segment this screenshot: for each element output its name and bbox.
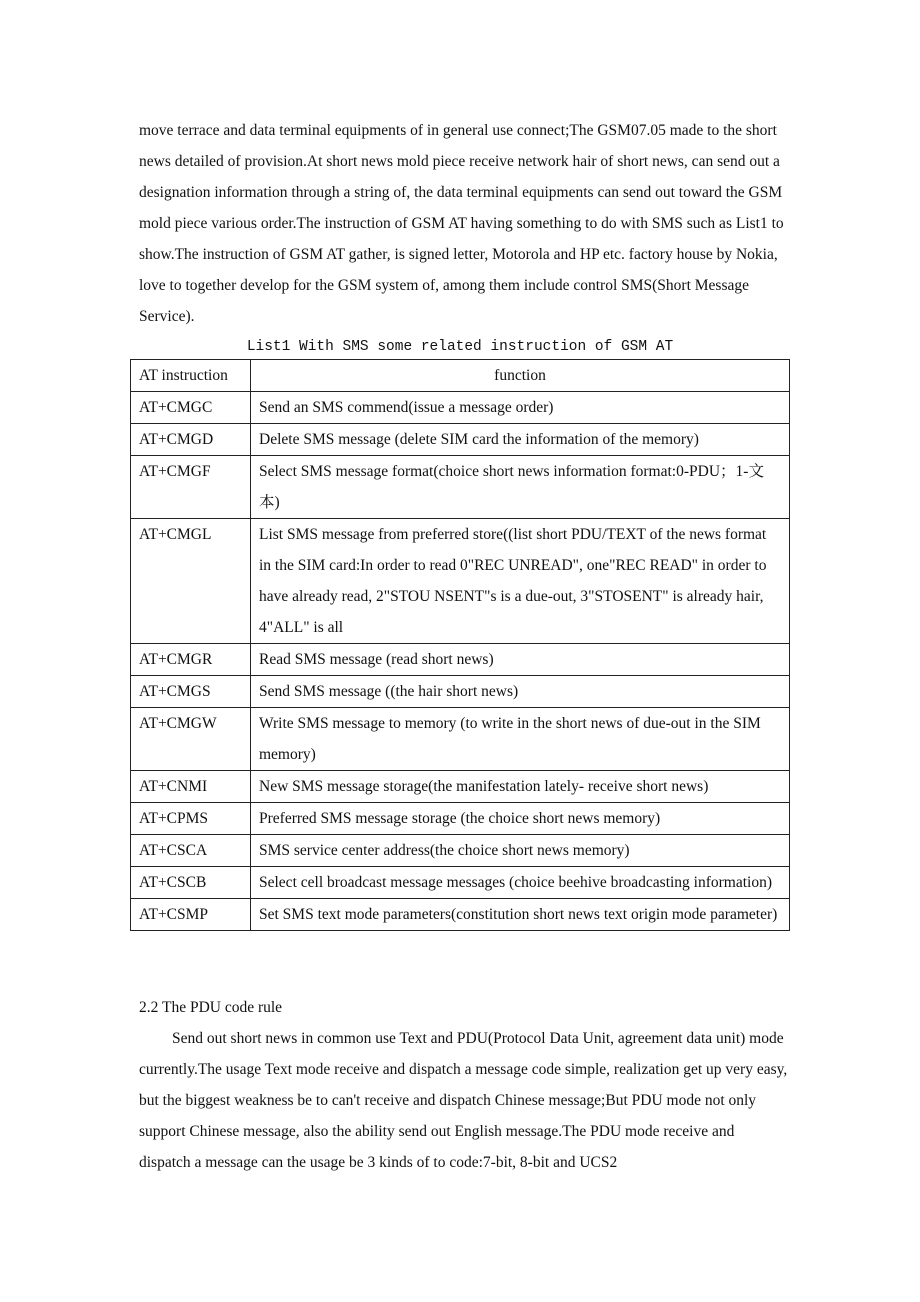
command-cell: AT+CMGD [131,424,251,456]
table-row [131,392,790,424]
function-cell: Select SMS message format(choice short news information format:0-PDU；1-文本) [251,456,790,519]
table-row [131,644,790,676]
header-function: function [251,360,790,392]
function-cell: Preferred SMS message storage (the choice short news memory) [251,803,790,835]
section-heading: 2.2 The PDU code rule [139,999,283,1016]
body-paragraph: Send out short news in common use Text and PDU(Protocol Data Unit, agreement data unit) mode currently.The usage Text mode receive and dispatch a message code simple, realization get up very easy, but the biggest weakness be to can't receive and dispatch Chinese message;But PDU mode not only support Chinese message, also the ability send out English message.The PDU mode receive and dispatch a message can the usage be 3 kinds of to code:7-bit, 8-bit and UCS2 [139,1030,788,1171]
function-cell: Write SMS message to memory (to write in the short news of due-out in the SIM memory) [251,708,790,771]
function-cell: Delete SMS message (delete SIM card the information of the memory) [251,424,790,456]
function-cell: SMS service center address(the choice short news memory) [251,835,790,867]
function-cell: Read SMS message (read short news) [251,644,790,676]
command-cell: AT+CMGC [131,392,251,424]
table-row [131,519,790,644]
function-cell: Set SMS text mode parameters(constitution short news text origin mode parameter) [251,899,790,931]
table-row [131,456,790,519]
table-row [131,424,790,456]
header-at-instruction: AT instruction [131,360,251,392]
command-cell: AT+CMGL [131,519,251,644]
function-cell: Select cell broadcast message messages (choice beehive broadcasting information) [251,867,790,899]
command-cell: AT+CMGR [131,644,251,676]
command-cell: AT+CSCA [131,835,251,867]
at-instruction-table [130,359,790,931]
table-header-row [131,360,790,392]
table-row [131,867,790,899]
command-cell: AT+CMGF [131,456,251,519]
function-cell: List SMS message from preferred store((list short PDU/TEXT of the news format in the SIM card:In order to read 0"REC UNREAD", one"REC READ" in order to have already read, 2"STOU NSENT"s is a due-out, 3"STOSENT" is already hair, 4"ALL" is all [251,519,790,644]
function-cell: Send an SMS commend(issue a message order) [251,392,790,424]
command-cell: AT+CMGS [131,676,251,708]
table-caption: List1 With SMS some related instruction of GSM AT [246,339,674,355]
intro-paragraph: move terrace and data terminal equipments of in general use connect;The GSM07.05 made to the short news detailed of provision.At short news mold piece receive network hair of short news, can send out a designation information through a string of, the data terminal equipments can send out toward the GSM mold piece various order.The instruction of GSM AT having something to do with SMS such as List1 to show.The instruction of GSM AT gather, is signed letter, Motorola and HP etc. factory house by Nokia, love to together develop for the GSM system of, among them include control SMS(Short Message Service). [139,122,784,325]
command-cell: AT+CSMP [131,899,251,931]
table-row [131,899,790,931]
table-row [131,803,790,835]
table-row [131,835,790,867]
table-row [131,708,790,771]
table-row [131,771,790,803]
command-cell: AT+CNMI [131,771,251,803]
function-cell: Send SMS message ((the hair short news) [251,676,790,708]
table-row [131,676,790,708]
command-cell: AT+CMGW [131,708,251,771]
function-cell: New SMS message storage(the manifestation lately- receive short news) [251,771,790,803]
command-cell: AT+CSCB [131,867,251,899]
command-cell: AT+CPMS [131,803,251,835]
